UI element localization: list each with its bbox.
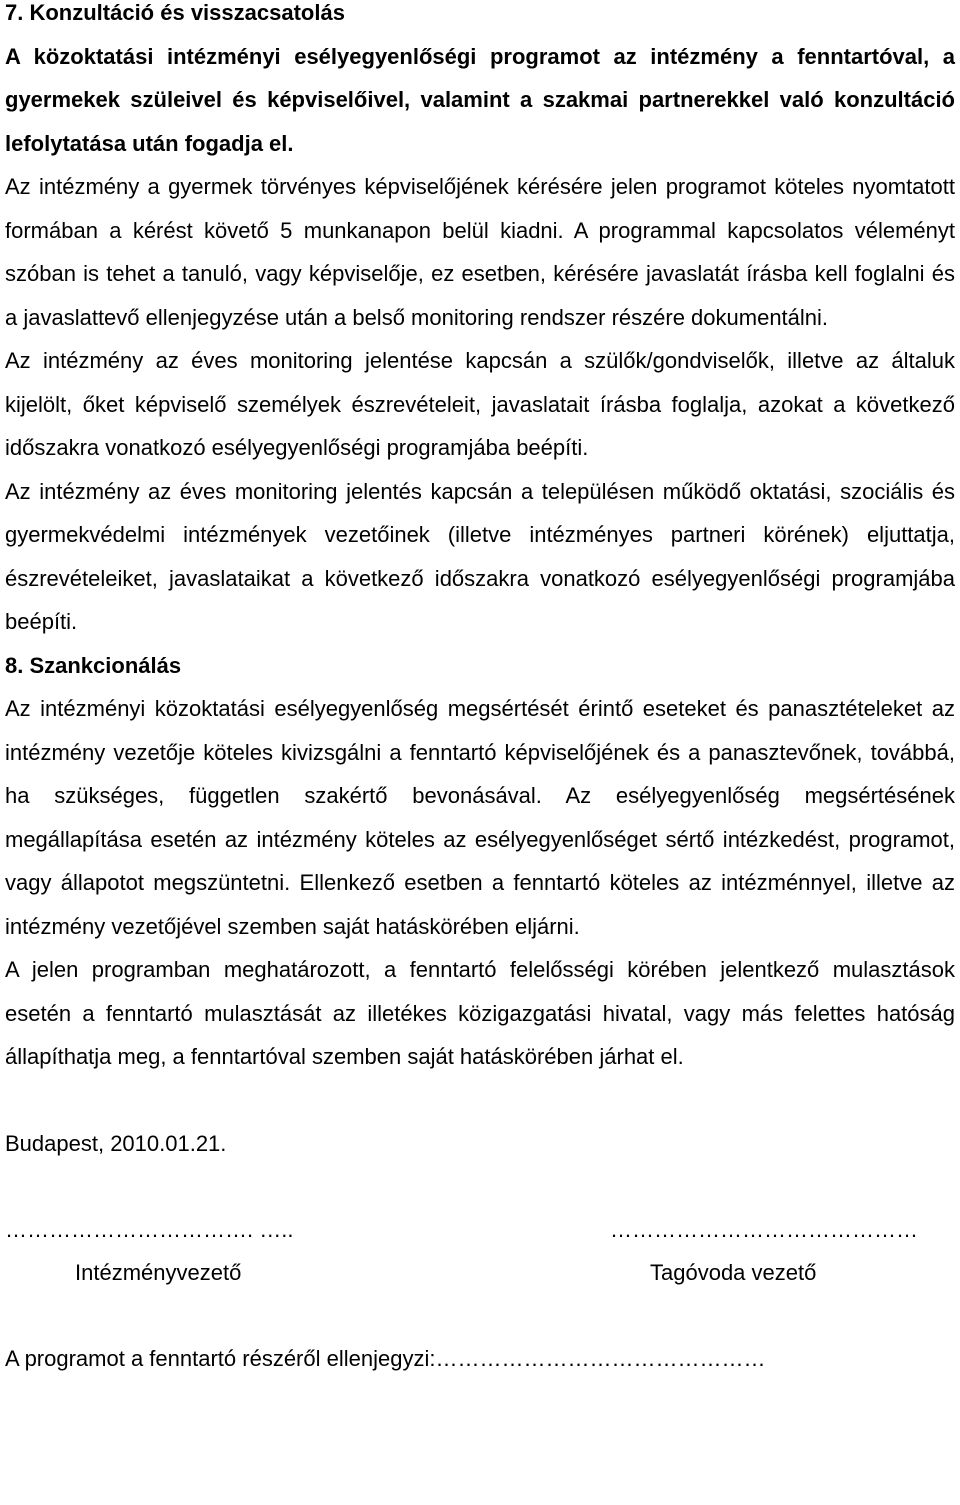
- spacer: [5, 1294, 955, 1337]
- left-signature-line: ……………………………. …..: [5, 1217, 294, 1242]
- right-signature-line: ……………………………………: [610, 1217, 918, 1242]
- left-signature-label: Intézményvezető: [75, 1260, 242, 1285]
- right-signature-label: Tagóvoda vezető: [650, 1260, 817, 1285]
- section-7-bold-paragraph: A közoktatási intézményi esélyegyenlőségi programot az intézmény a fenntartóval, a gyermekek szüleivel és képviselőivel, valamint a szakmai partnerekkel való konzultáció lefolytatása után fogadja el.: [5, 43, 955, 156]
- section-7-paragraph-3: Az intézmény az éves monitoring jelentés kapcsán a településen működő oktatási, szociális és gyermekvédelmi intézmények vezetőinek (illetve intézményes partneri körének) eljuttatja, észrevételeiket, javaslataikat a következő időszakra vonatkozó esélyegyenlőségi programjába beépíti.: [5, 478, 955, 634]
- section-8-paragraph-1: Az intézményi közoktatási esélyegyenlőség megsértését érintő eseteket és panasztételeket az intézmény vezetője köteles kivizsgálni a fenntartó képviselőjének és a panasztevőnek, továbbá, ha szükséges, független szakértő bevonásával. Az esélyegyenlőség megsértésének megállapítása esetén az intézmény köteles az esélyegyenlőséget sértő intézkedést, programot, vagy állapotot megszüntetni. Ellenkező esetben a fenntartó köteles az intézménnyel, illetve az intézmény vezetőjével szemben saját hatáskörében eljárni.: [5, 696, 955, 939]
- countersign-line: A programot a fenntartó részéről ellenjegyzi:………………………………………: [5, 1346, 766, 1371]
- date-line: Budapest, 2010.01.21.: [5, 1130, 227, 1156]
- section-7-paragraph-1: Az intézmény a gyermek törvényes képviselőjének kérésére jelen programot köteles nyomtatott formában a kérést követő 5 munkanapon belül kiadni. A programmal kapcsolatos véleményt szóban is tehet a tanuló, vagy képviselője, ez esetben, kérésére javaslatát írásba kell foglalni és a javaslattevő ellenjegyzése után a belső monitoring rendszer részére dokumentálni.: [5, 174, 955, 330]
- section-7-heading: 7. Konzultáció és visszacsatolás: [5, 0, 345, 25]
- section-8-paragraph-2: A jelen programban meghatározott, a fenntartó felelősségi körében jelentkező mulasztások esetén a fenntartó mulasztását az illetékes közigazgatási hivatal, vagy más felettes hatóság állapíthatja meg, a fenntartóval szemben saját hatáskörében járhat el.: [5, 957, 955, 1069]
- spacer: [5, 1165, 955, 1208]
- section-8-heading: 8. Szankcionálás: [5, 652, 182, 678]
- section-7-paragraph-2: Az intézmény az éves monitoring jelentése kapcsán a szülők/gondviselők, illetve az általuk kijelölt, őket képviselő személyek észrevételeit, javaslatait írásba foglalja, azokat a következő időszakra vonatkozó esélyegyenlőségi programjába beépíti.: [5, 348, 955, 460]
- signature-dots-row: [5, 1208, 955, 1251]
- signature-labels-row: [5, 1251, 955, 1294]
- document-page: [5, 0, 955, 1381]
- spacer: [5, 1079, 955, 1122]
